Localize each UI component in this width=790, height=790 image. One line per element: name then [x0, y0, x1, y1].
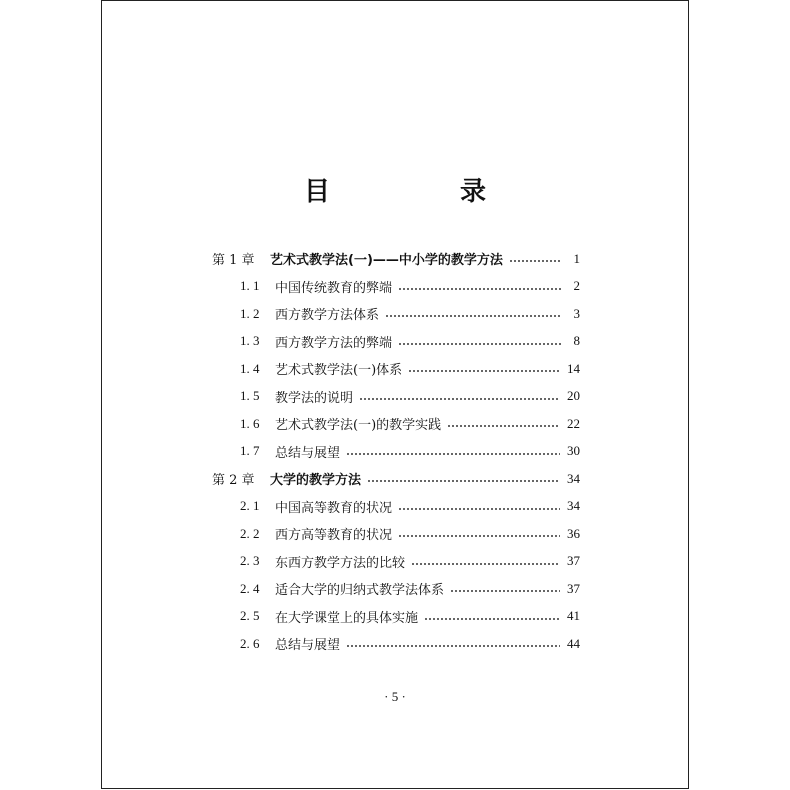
- toc-section-entry: [212, 630, 580, 658]
- toc-entry-number: 第 1 章: [212, 253, 255, 269]
- dot-leader: [398, 288, 561, 290]
- dot-leader: [346, 645, 560, 647]
- toc-section-entry: [212, 300, 580, 328]
- toc-section-entry: [212, 438, 580, 466]
- toc-entry-title: 大学的教学方法: [270, 473, 362, 489]
- table-of-contents: [212, 245, 580, 658]
- toc-entry-title: 艺术式教学法(一)——中小学的教学方法: [270, 253, 503, 269]
- toc-entry-number: 2. 1: [240, 498, 260, 514]
- toc-entry-number: 2. 4: [240, 580, 260, 596]
- toc-section-entry: [212, 410, 580, 438]
- toc-section-entry: [212, 328, 580, 356]
- toc-entry-number: 1. 4: [240, 360, 260, 376]
- toc-entry-title: 东西方教学方法的比较: [275, 555, 406, 571]
- toc-entry-page: 36: [567, 525, 580, 541]
- toc-entry-number: 1. 3: [240, 333, 260, 349]
- toc-entry-number: 1. 1: [240, 278, 260, 294]
- toc-entry-title: 总结与展望: [275, 638, 341, 654]
- toc-entry-title: 总结与展望: [275, 445, 341, 461]
- toc-entry-number: 第 2 章: [212, 473, 255, 489]
- toc-entry-page: 34: [567, 470, 580, 486]
- toc-entry-number: 2. 6: [240, 635, 260, 651]
- toc-section-entry: [212, 355, 580, 383]
- toc-entry-number: 1. 2: [240, 305, 260, 321]
- toc-section-entry: [212, 273, 580, 301]
- toc-section-entry: [212, 520, 580, 548]
- dot-leader: [398, 343, 561, 345]
- toc-entry-title: 中国传统教育的弊端: [275, 280, 393, 296]
- toc-entry-page: 41: [567, 608, 580, 624]
- toc-entry-title: 在大学课堂上的具体实施: [275, 610, 419, 626]
- toc-entry-page: 44: [567, 635, 580, 651]
- toc-entry-number: 1. 7: [240, 443, 260, 459]
- dot-leader: [367, 480, 560, 482]
- toc-entry-page: 30: [567, 443, 580, 459]
- toc-entry-number: 1. 6: [240, 415, 260, 431]
- dot-leader: [359, 398, 560, 400]
- toc-entry-page: 14: [567, 360, 580, 376]
- dot-leader: [385, 315, 561, 317]
- toc-entry-title: 中国高等教育的状况: [275, 500, 393, 516]
- toc-entry-number: 2. 2: [240, 525, 260, 541]
- book-page: [101, 0, 689, 789]
- toc-entry-title: 艺术式教学法(一)体系: [275, 363, 403, 379]
- toc-entry-number: 2. 3: [240, 553, 260, 569]
- toc-entry-page: 34: [567, 498, 580, 514]
- page-title: 目 录: [303, 177, 538, 207]
- toc-entry-number: 1. 5: [240, 388, 260, 404]
- toc-entry-page: 3: [573, 305, 580, 321]
- toc-entry-page: 8: [573, 333, 580, 349]
- toc-entry-number: 2. 5: [240, 608, 260, 624]
- toc-entry-title: 西方教学方法的弊端: [275, 335, 393, 351]
- toc-entry-page: 37: [567, 553, 580, 569]
- dot-leader: [398, 508, 560, 510]
- dot-leader: [408, 370, 560, 372]
- toc-entry-title: 适合大学的归纳式教学法体系: [275, 583, 445, 599]
- toc-entry-page: 2: [573, 278, 580, 294]
- dot-leader: [447, 425, 560, 427]
- toc-entry-title: 西方教学方法体系: [275, 308, 380, 324]
- dot-leader: [398, 535, 560, 537]
- toc-chapter-entry: [212, 245, 580, 273]
- toc-entry-page: 20: [567, 388, 580, 404]
- page-number-footer: · 5 ·: [384, 689, 406, 704]
- dot-leader: [411, 563, 560, 565]
- toc-section-entry: [212, 603, 580, 631]
- toc-entry-title: 西方高等教育的状况: [275, 528, 393, 544]
- toc-entry-page: 37: [567, 580, 580, 596]
- toc-section-entry: [212, 548, 580, 576]
- toc-entry-page: 1: [573, 250, 580, 266]
- toc-chapter-entry: [212, 465, 580, 493]
- dot-leader: [424, 618, 560, 620]
- dot-leader: [346, 453, 560, 455]
- toc-entry-page: 22: [567, 415, 580, 431]
- dot-leader: [509, 260, 561, 262]
- toc-section-entry: [212, 575, 580, 603]
- toc-entry-title: 艺术式教学法(一)的教学实践: [275, 418, 442, 434]
- toc-section-entry: [212, 493, 580, 521]
- toc-section-entry: [212, 383, 580, 411]
- dot-leader: [450, 590, 560, 592]
- toc-entry-title: 教学法的说明: [275, 390, 354, 406]
